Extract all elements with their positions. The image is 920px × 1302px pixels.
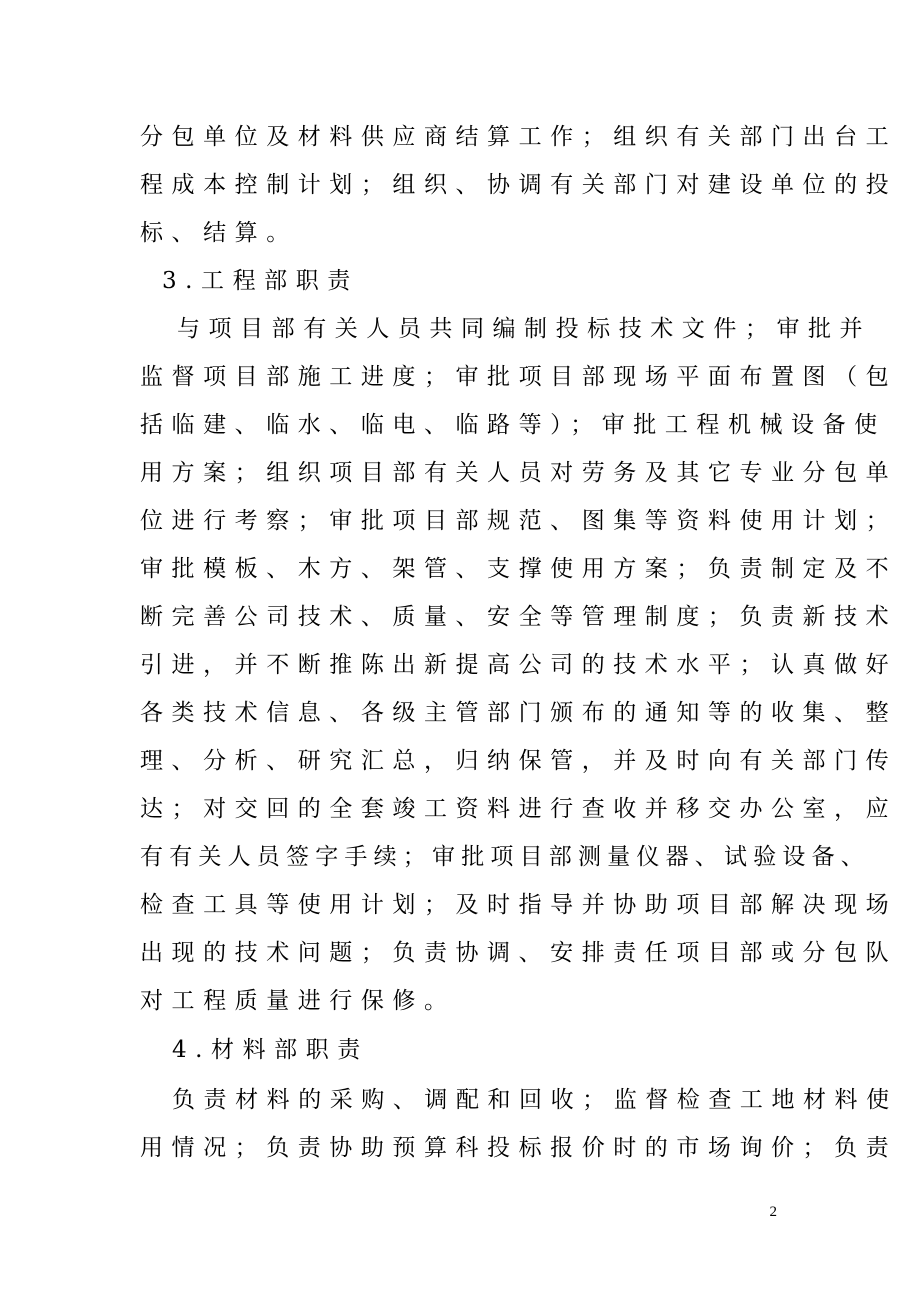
text-line: 程成本控制计划；组织、协调有关部门对建设单位的投 <box>140 172 898 198</box>
text-line: 检查工具等使用计划；及时指导并协助项目部解决现场 <box>140 892 898 918</box>
section-heading-engineering: 3.工程部职责 <box>162 268 359 294</box>
text-line: 对工程质量进行保修。 <box>140 988 456 1014</box>
text-line: 位进行考察；审批项目部规范、图集等资料使用计划； <box>140 508 898 534</box>
text-line: 引进，并不断推陈出新提高公司的技术水平；认真做好 <box>140 652 898 678</box>
paragraph-first-line: 负责材料的采购、调配和回收；监督检查工地材料使 <box>172 1087 898 1113</box>
text-line: 用方案；组织项目部有关人员对劳务及其它专业分包单 <box>140 460 898 486</box>
text-line: 各类技术信息、各级主管部门颁布的通知等的收集、整 <box>140 700 898 726</box>
text-line: 用情况；负责协助预算科投标报价时的市场询价；负责 <box>140 1135 898 1161</box>
page-number: 2 <box>769 1204 777 1220</box>
text-line: 有有关人员签字手续；审批项目部测量仪器、试验设备、 <box>140 844 870 870</box>
section-heading-materials: 4.材料部职责 <box>172 1037 369 1063</box>
text-line: 达；对交回的全套竣工资料进行查收并移交办公室，应 <box>140 796 898 822</box>
text-line: 断完善公司技术、质量、安全等管理制度；负责新技术 <box>140 604 898 630</box>
text-line: 理、分析、研究汇总，归纳保管，并及时向有关部门传 <box>140 748 898 774</box>
text-line: 监督项目部施工进度；审批项目部现场平面布置图（包 <box>140 364 898 390</box>
text-line: 出现的技术问题；负责协调、安排责任项目部或分包队 <box>140 940 898 966</box>
paragraph-first-line: 与项目部有关人员共同编制投标技术文件；审批并 <box>177 316 872 342</box>
text-line: 审批模板、木方、架管、支撑使用方案；负责制定及不 <box>140 556 898 582</box>
text-line: 括临建、临水、临电、临路等）；审批工程机械设备使 <box>140 412 886 438</box>
text-line: 标、结算。 <box>140 220 298 246</box>
text-line: 分包单位及材料供应商结算工作；组织有关部门出台工 <box>140 124 898 150</box>
